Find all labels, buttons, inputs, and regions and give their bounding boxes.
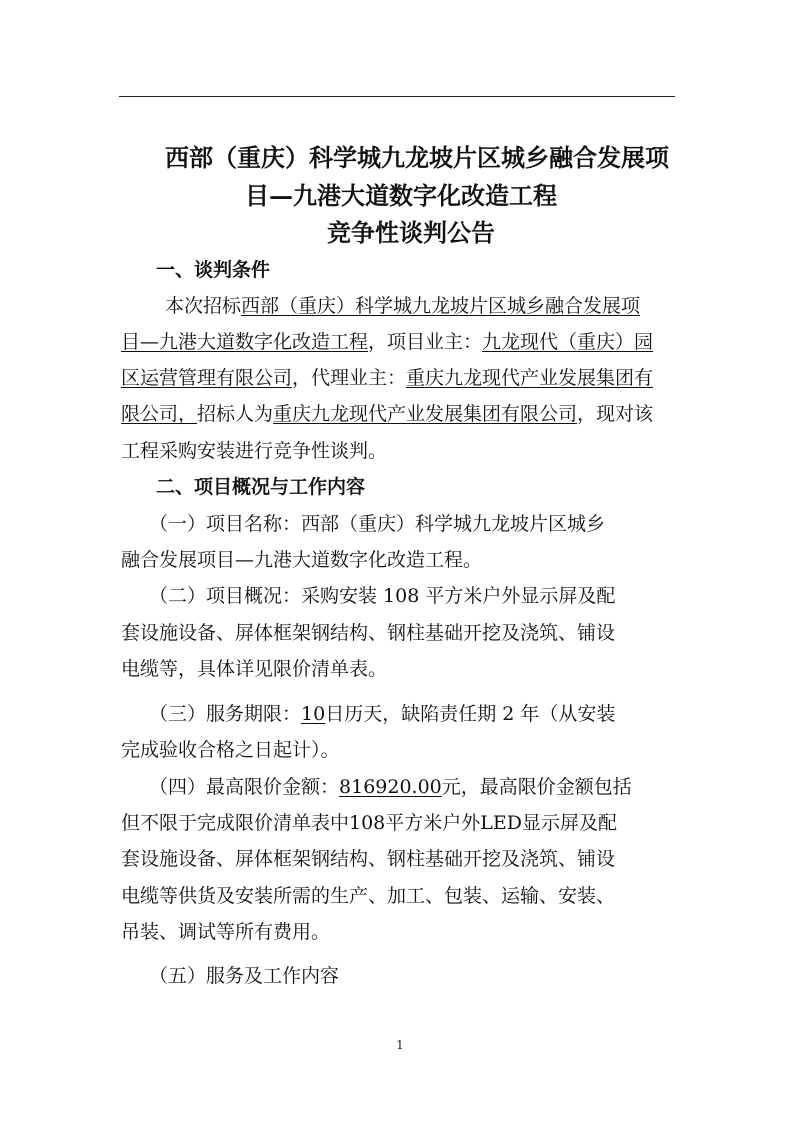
s2-p4-line-4: 电缆等供货及安装所需的生产、加工、包装、运输、安装、	[121, 885, 616, 907]
title-line-3: 竞争性谈判公告	[327, 218, 495, 247]
s2-p5-line-1: （五）服务及工作内容	[149, 965, 340, 987]
s2-p2-line-1: （二）项目概况：采购安装 108 平方米户外显示屏及配	[149, 585, 616, 607]
s2-p4-line-5: 吊装、调试等所有费用。	[121, 921, 331, 943]
s1-l3-mid: ，代理业主：	[292, 367, 407, 389]
s2-p3-pre: （三）服务期限：	[149, 703, 302, 725]
s1-l4-mid: 招标人为	[197, 403, 274, 425]
s2-p3-line-2: 完成验收合格之日起计）。	[121, 739, 340, 761]
s2-p1-line-1: （一）项目名称：西部（重庆）科学城九龙坡片区城乡	[149, 513, 606, 535]
s2-p4-amount: 816920.00	[339, 776, 442, 798]
title-line-1: 西部（重庆）科学城九龙坡片区城乡融合发展项	[165, 143, 669, 172]
section-2-heading: 二、项目概况与工作内容	[156, 476, 366, 498]
s1-l2-owner: 九龙现代（重庆）园	[482, 331, 654, 353]
s2-p1-line-2: 融合发展项目—九港大道数字化改造工程。	[121, 549, 483, 571]
header-rule	[119, 96, 675, 97]
s1-l3-agent: 重庆九龙现代产业发展集团有	[406, 367, 654, 389]
s1-line-3	[121, 364, 653, 392]
s1-line-5: 工程采购安装进行竞争性谈判。	[121, 440, 388, 462]
s1-l2-mid: ，项目业主：	[368, 331, 483, 353]
s1-l4-post: ，现对该	[577, 403, 654, 425]
s2-p3-line-1	[149, 700, 615, 728]
s2-p4-line-1	[149, 773, 632, 801]
section-1-heading: 一、谈判条件	[156, 259, 271, 281]
s2-p4-line-3: 套设施设备、屏体框架钢结构、钢柱基础开挖及浇筑、铺设	[121, 848, 616, 870]
s2-p2-line-2: 套设施设备、屏体框架钢结构、钢柱基础开挖及浇筑、铺设	[121, 622, 616, 644]
page-number: 1	[396, 1038, 404, 1052]
s2-p3-days: 10	[301, 703, 326, 725]
s1-l3-owner: 区运营管理有限公司	[121, 367, 293, 389]
s1-l2-project-name: 目—九港大道数字化改造工程	[121, 331, 369, 353]
s2-p2-line-3: 电缆等，具体详见限价清单表。	[121, 658, 388, 680]
s2-p4-post: 元，最高限价金额包括	[441, 776, 632, 798]
s1-l1-pre: 本次招标	[165, 295, 242, 317]
s1-l4-agent: 限公司，	[121, 403, 198, 425]
s1-l1-project-name: 西部（重庆）科学城九龙坡片区城乡融合发展项	[241, 295, 641, 317]
s2-p4-pre: （四）最高限价金额：	[149, 776, 340, 798]
s1-line-4	[121, 400, 653, 428]
title-line-2: 目—九港大道数字化改造工程	[245, 181, 557, 210]
s2-p3-post: 日历天，缺陷责任期 2 年（从安装	[325, 703, 616, 725]
s1-line-1	[165, 292, 640, 320]
s2-p4-line-2: 但不限于完成限价清单表中108平方米户外LED显示屏及配	[121, 812, 617, 834]
s1-line-2	[121, 328, 653, 356]
s1-l4-tenderer: 重庆九龙现代产业发展集团有限公司	[273, 403, 578, 425]
